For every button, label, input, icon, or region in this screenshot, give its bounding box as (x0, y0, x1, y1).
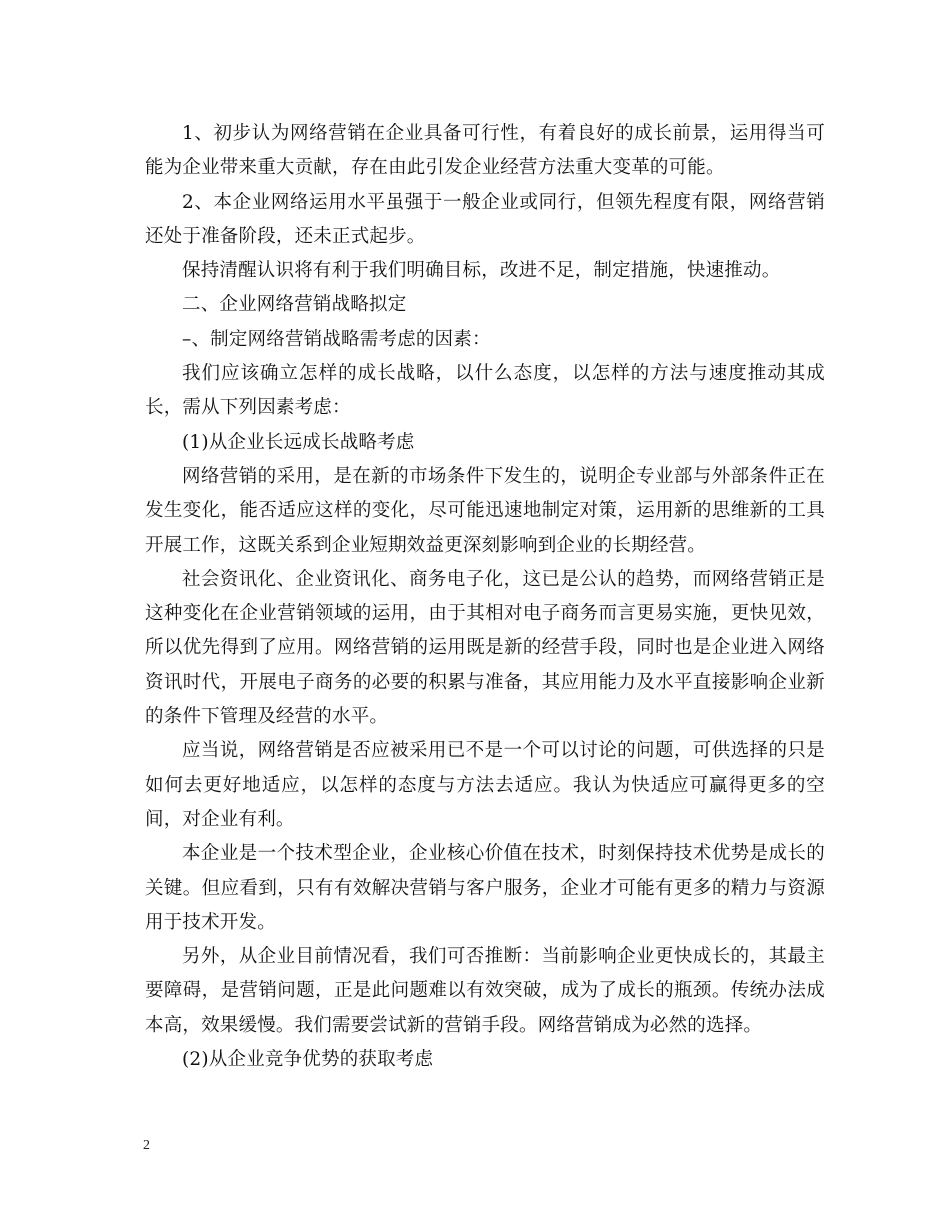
paragraph: 社会资讯化、企业资讯化、商务电子化，这已是公认的趋势，而网络营销正是这种变化在企业营销领域的运用，由于其相对电子商务而言更易实施，更快见效，所以优先得到了应用。网络营销的运用既是新的经营手段，同时也是企业进入网络资讯时代，开展电子商务的必要的积累与准备，其应用能力及水平直接影响企业新的条件下管理及经营的水平。 (145, 568, 825, 728)
paragraph: 2、本企业网络运用水平虽强于一般企业或同行，但领先程度有限，网络营销还处于准备阶段，还未正式起步。 (145, 191, 825, 247)
subsection-heading: –、制定网络营销战略需考虑的因素： (182, 328, 491, 350)
paragraph: 本企业是一个技术型企业，企业核心价值在技术，时刻保持技术优势是成长的关键。但应看到，只有有效解决营销与客户服务，企业才可能有更多的精力与资源用于技术开发。 (145, 843, 825, 933)
paragraph: 应当说，网络营销是否应被采用已不是一个可以讨论的问题，可供选择的只是如何去更好地适应，以怎样的态度与方法去适应。我认为快适应可赢得更多的空间，对企业有利。 (145, 740, 825, 830)
paragraph: 我们应该确立怎样的成长战略，以什么态度，以怎样的方法与速度推动其成长，需从下列因素考虑： (145, 363, 825, 419)
page-number: 2 (143, 1138, 150, 1153)
paragraph: 另外，从企业目前情况看，我们可否推断：当前影响企业更快成长的，其最主要障碍，是营销问题，正是此问题难以有效突破，成为了成长的瓶颈。传统办法成本高，效果缓慢。我们需要尝试新的营销手段。网络营销成为必然的选择。 (145, 946, 825, 1036)
paragraph: 网络营销的采用，是在新的市场条件下发生的，说明企专业部与外部条件正在发生变化，能否适应这样的变化，尽可能迅速地制定对策，运用新的思维新的工具开展工作，这既关系到企业短期效益更深刻影响到企业的长期经营。 (145, 465, 825, 556)
subsection-heading: (2)从企业竞争优势的获取考虑 (182, 1049, 434, 1071)
paragraph: 1、初步认为网络营销在企业具备可行性，有着良好的成长前景，运用得当可能为企业带来重大贡献，存在由此引发企业经营方法重大变革的可能。 (145, 123, 825, 179)
page-body (145, 117, 825, 1077)
paragraph: 保持清醒认识将有利于我们明确目标，改进不足，制定措施，快速推动。 (182, 260, 781, 282)
subsection-heading: (1)从企业长远成长战略考虑 (182, 431, 415, 453)
section-heading: 二、企业网络营销战略拟定 (182, 294, 407, 316)
